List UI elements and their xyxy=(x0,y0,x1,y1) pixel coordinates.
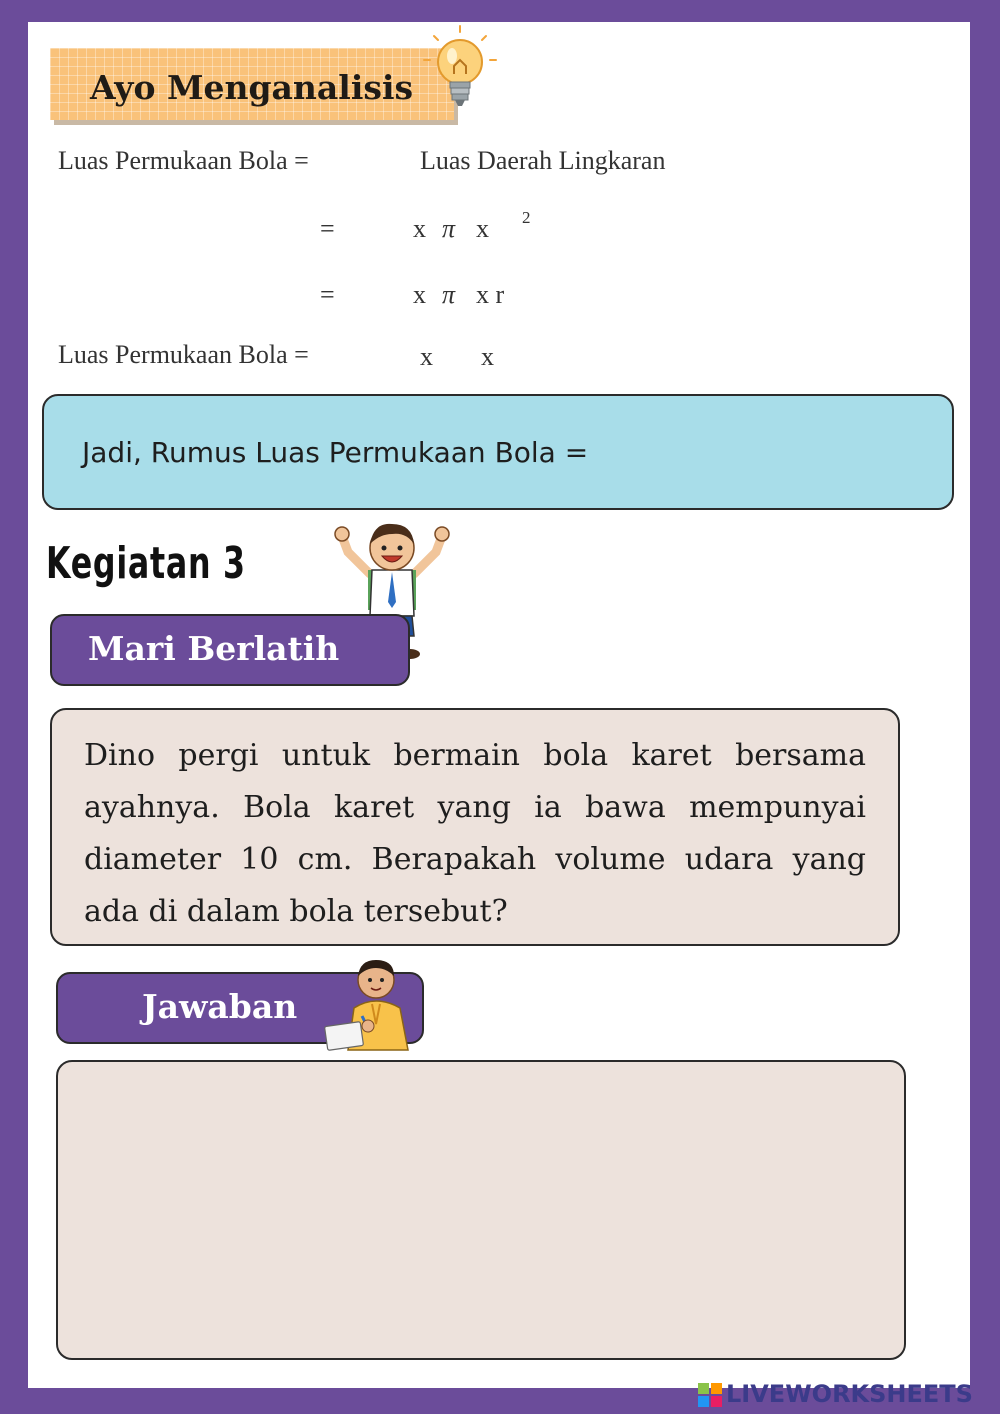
liveworksheets-watermark xyxy=(698,1380,973,1410)
activity-heading: Kegiatan 3 xyxy=(46,538,246,589)
formula-line4-times2: x xyxy=(481,342,494,371)
formula-line2-equals: = xyxy=(320,214,335,243)
liveworksheets-logo-icon xyxy=(698,1383,722,1407)
formula-line3-times1: x xyxy=(413,280,426,309)
conclusion-box[interactable] xyxy=(42,394,954,510)
question-text: Dino pergi untuk bermain bola karet bersama ayahnya. Bola karet yang ia bawa mempunyai diameter 10 cm. Berapakah volume udara yang ada di dalam bola tersebut? xyxy=(84,738,866,929)
practice-tab-label: Mari Berlatih xyxy=(88,629,340,668)
formula-line2-times1: x xyxy=(413,214,426,243)
formula-line4-left: Luas Permukaan Bola = xyxy=(58,340,309,369)
formula-line1-left: Luas Permukaan Bola = xyxy=(58,146,309,175)
question-box xyxy=(50,708,900,946)
header-banner xyxy=(50,48,454,120)
answer-box[interactable] xyxy=(56,1060,906,1360)
light-bulb-icon xyxy=(420,24,500,116)
watermark-text: LIVEWORKSHEETS xyxy=(726,1380,973,1408)
worksheet-page xyxy=(28,22,970,1388)
answer-tab-label: Jawaban xyxy=(142,987,298,1026)
conclusion-text: Jadi, Rumus Luas Permukaan Bola = xyxy=(82,436,589,469)
formula-line3-equals: = xyxy=(320,280,335,309)
formula-line2-times2: x xyxy=(476,214,489,243)
formula-line1-right: Luas Daerah Lingkaran xyxy=(420,146,666,175)
formula-line4-times1: x xyxy=(420,342,433,371)
formula-line3-times-r: x r xyxy=(476,280,505,309)
formula-line2-exponent: 2 xyxy=(522,208,531,227)
formula-line3-pi: π xyxy=(442,280,456,309)
practice-tab xyxy=(50,614,410,686)
formula-line2-pi: π xyxy=(442,214,456,243)
header-title: Ayo Menganalisis xyxy=(90,68,414,107)
student-writing-illustration xyxy=(324,954,428,1052)
